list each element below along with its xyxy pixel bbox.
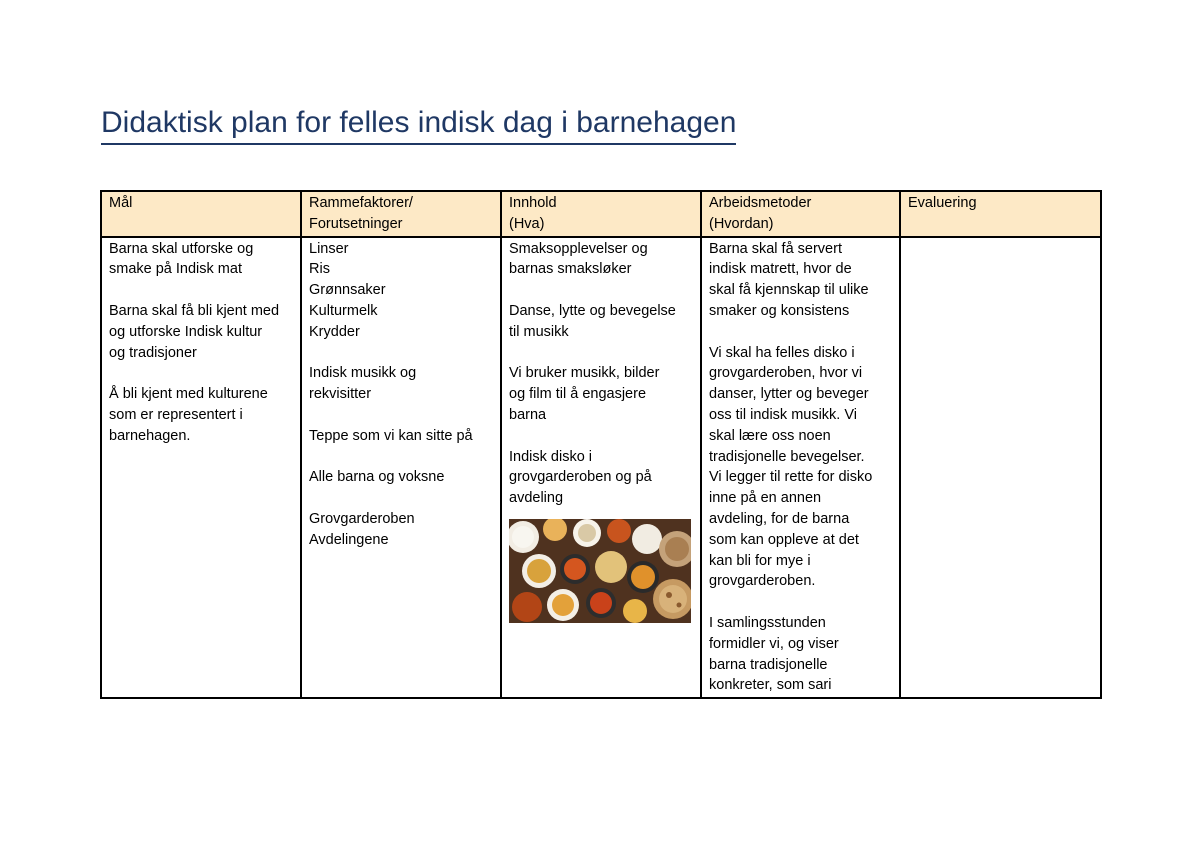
header-evaluering <box>900 191 1101 237</box>
cell-text-line <box>309 447 493 468</box>
cell-text-line: smaker og konsistens <box>709 302 850 319</box>
cell-innhold <box>501 237 701 699</box>
cell-text-line: til musikk <box>509 323 569 340</box>
cell-text-line: som er representert i <box>109 406 243 423</box>
cell-rammefaktorer <box>301 237 501 699</box>
cell-text-line: Alle barna og voksne <box>309 469 445 486</box>
page-title: Didaktisk plan for felles indisk dag i barnehagen <box>101 104 736 145</box>
cell-text-line: danser, lytter og beveger <box>709 386 869 403</box>
header-line: (Hvordan) <box>709 215 774 232</box>
cell-text-line: og film til å engasjere <box>509 386 647 403</box>
cell-text-line: grovgarderoben. <box>709 573 816 590</box>
header-line: (Hva) <box>509 215 545 232</box>
cell-text-line <box>309 405 493 426</box>
cell-text-line: I samlingsstunden <box>709 614 826 631</box>
cell-text-line: inne på en annen <box>709 490 822 507</box>
cell-text-line: smake på Indisk mat <box>109 261 242 278</box>
cell-text-line: Indisk musikk og <box>309 365 417 382</box>
cell-text-line <box>709 592 892 613</box>
cell-text-line: Smaksopplevelser og <box>509 240 648 257</box>
plan-table <box>100 190 1102 699</box>
cell-arbeidsmetoder <box>701 237 900 699</box>
cell-text-line: Ris <box>309 261 330 278</box>
cell-text-line <box>709 322 892 343</box>
header-line: Evaluering <box>908 195 977 211</box>
cell-text-line <box>509 280 693 301</box>
indian-food-photo-icon <box>509 519 691 623</box>
cell-text-line: Barna skal få bli kjent med <box>109 302 280 319</box>
header-rammefaktorer <box>301 191 501 237</box>
cell-text-line: barna tradisjonelle <box>709 656 828 673</box>
innhold-text <box>509 239 693 509</box>
cell-text-line: Avdelingene <box>309 531 389 548</box>
cell-text-line: Teppe som vi kan sitte på <box>309 427 473 444</box>
cell-text-line: barna <box>509 406 547 423</box>
cell-text-line: avdeling, for de barna <box>709 510 850 527</box>
cell-text-line: konkreter, som sari <box>709 677 832 694</box>
cell-text-line: skal få kjennskap til ulike <box>709 282 869 299</box>
cell-text-line <box>309 488 493 509</box>
cell-text-line: Barna skal utforske og <box>109 240 254 257</box>
cell-text-line: avdeling <box>509 490 564 507</box>
cell-text-line: formidler vi, og viser <box>709 635 839 652</box>
cell-mal <box>101 237 301 699</box>
cell-text-line <box>509 426 693 447</box>
cell-text-line <box>109 280 293 301</box>
header-line: Arbeidsmetoder <box>709 195 812 211</box>
header-line: Rammefaktorer/ <box>309 195 413 211</box>
table-header-row <box>101 191 1101 237</box>
cell-text-line <box>509 343 693 364</box>
cell-text-line: Kulturmelk <box>309 302 378 319</box>
cell-text-line: barnehagen. <box>109 427 191 444</box>
cell-text-line <box>109 363 293 384</box>
cell-text-line: Krydder <box>309 323 360 340</box>
cell-text-line: tradisjonelle bevegelser. <box>709 448 865 465</box>
cell-text-line: grovgarderoben, hvor vi <box>709 365 863 382</box>
header-line: Forutsetninger <box>309 215 403 232</box>
table-row <box>101 237 1101 699</box>
cell-text-line: Barna skal få servert <box>709 240 842 257</box>
cell-text-line: rekvisitter <box>309 386 372 403</box>
cell-text-line: og utforske Indisk kultur <box>109 323 263 340</box>
cell-text-line <box>309 343 493 364</box>
cell-text-line: skal lære oss noen <box>709 427 831 444</box>
cell-text-line: Å bli kjent med kulturene <box>109 386 268 403</box>
cell-text-line: oss til indisk musikk. Vi <box>709 406 857 423</box>
cell-text-line: Indisk disko i <box>509 448 593 465</box>
cell-text-line: Danse, lytte og bevegelse <box>509 302 676 319</box>
cell-text-line: grovgarderoben og på <box>509 469 652 486</box>
cell-text-line: Vi legger til rette for disko <box>709 469 873 486</box>
header-mal <box>101 191 301 237</box>
header-arbeidsmetoder <box>701 191 900 237</box>
cell-text-line: Vi skal ha felles disko i <box>709 344 855 361</box>
header-line: Mål <box>109 195 133 211</box>
cell-text-line: Vi bruker musikk, bilder <box>509 365 660 382</box>
cell-evaluering <box>900 237 1101 699</box>
cell-text-line: og tradisjoner <box>109 344 197 361</box>
cell-text-line: kan bli for mye i <box>709 552 811 569</box>
cell-text-line: indisk matrett, hvor de <box>709 261 852 278</box>
header-innhold <box>501 191 701 237</box>
cell-text-line: barnas smaksløker <box>509 261 632 278</box>
cell-text-line: som kan oppleve at det <box>709 531 859 548</box>
cell-text-line: Grovgarderoben <box>309 510 415 527</box>
header-line: Innhold <box>509 195 557 211</box>
cell-text-line: Grønnsaker <box>309 282 386 299</box>
cell-text-line: Linser <box>309 240 349 257</box>
